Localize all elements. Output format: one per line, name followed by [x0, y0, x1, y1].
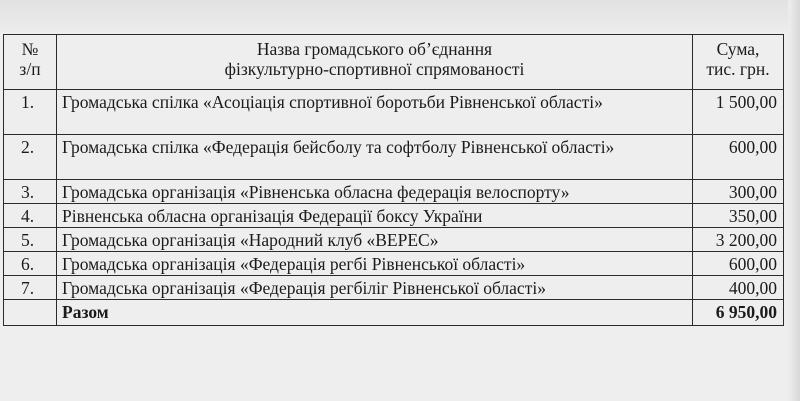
row-organization: Громадська спілка «Асоціація спортивної боротьби Рівненської області» [57, 90, 693, 135]
header-number-line1: № [21, 39, 39, 59]
row-organization: Громадська організація «Рівненська обласна федерація велоспорту» [57, 180, 693, 204]
row-sum: 400,00 [693, 276, 784, 300]
row-number: 4. [4, 204, 57, 228]
header-sum-line1: Сума, [716, 39, 760, 59]
row-organization: Громадська організація «Народний клуб «ВЕРЕС» [57, 228, 693, 252]
scan-shadow-right [788, 0, 800, 401]
row-number: 2. [4, 135, 57, 180]
table-row [4, 135, 784, 180]
row-number: 5. [4, 228, 57, 252]
header-number-line2: з/п [19, 59, 41, 79]
header-sum-line2: тис. грн. [706, 59, 770, 79]
header-sum [693, 35, 784, 90]
row-organization: Громадська організація «Федерація регбіліг Рівненської області» [57, 276, 693, 300]
row-sum: 350,00 [693, 204, 784, 228]
row-sum: 600,00 [693, 252, 784, 276]
row-sum: 300,00 [693, 180, 784, 204]
header-name [57, 35, 693, 90]
funding-table [3, 34, 784, 326]
row-number: 7. [4, 276, 57, 300]
total-label: Разом [57, 300, 693, 326]
header-name-line2: фізкультурно-спортивної спрямованості [224, 59, 525, 79]
total-sum: 6 950,00 [693, 300, 784, 326]
table-header-row [4, 35, 784, 90]
header-name-line1: Назва громадського об’єднання [256, 39, 493, 59]
header-number [4, 35, 57, 90]
row-sum: 600,00 [693, 135, 784, 180]
scan-shadow-top [0, 0, 800, 32]
row-sum: 1 500,00 [693, 90, 784, 135]
table-row [4, 180, 784, 204]
row-sum: 3 200,00 [693, 228, 784, 252]
table-row [4, 252, 784, 276]
row-number: 3. [4, 180, 57, 204]
table-row [4, 90, 784, 135]
table-row [4, 204, 784, 228]
row-number: 6. [4, 252, 57, 276]
total-row [4, 300, 784, 326]
row-organization: Громадська організація «Федерація регбі Рівненської області» [57, 252, 693, 276]
table-row [4, 276, 784, 300]
row-number: 1. [4, 90, 57, 135]
row-organization: Громадська спілка «Федерація бейсболу та софтболу Рівненської області» [57, 135, 693, 180]
total-number-cell [4, 300, 57, 326]
row-organization: Рівненська обласна організація Федерації боксу України [57, 204, 693, 228]
table-row [4, 228, 784, 252]
